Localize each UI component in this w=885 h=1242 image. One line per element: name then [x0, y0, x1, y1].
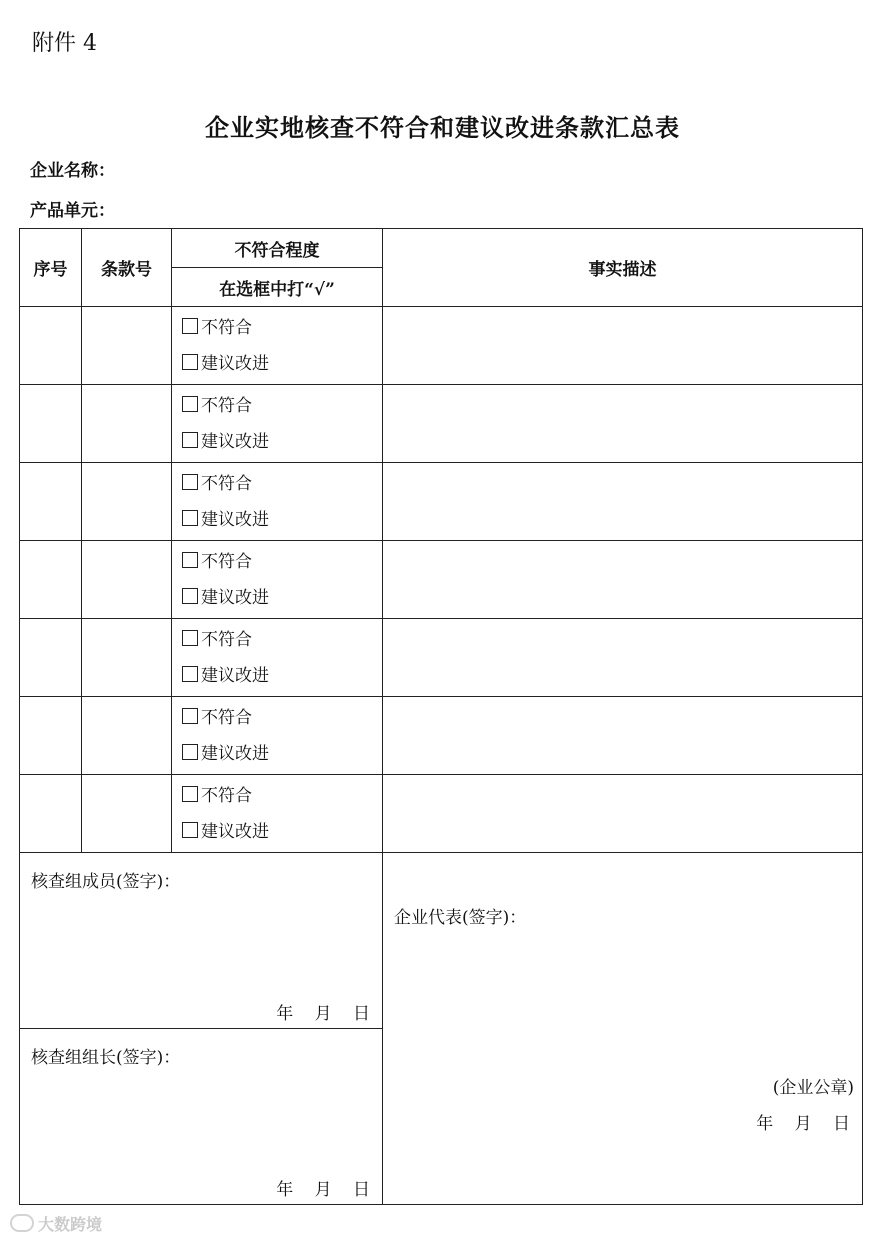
suggest-label: 建议改进: [201, 744, 269, 764]
suggest-option[interactable]: [182, 580, 382, 616]
clause-cell[interactable]: [82, 463, 172, 541]
company-name-label: 企业名称：: [30, 161, 115, 181]
checkbox-icon[interactable]: [182, 432, 198, 448]
nonconform-option[interactable]: [182, 388, 382, 424]
suggest-label: 建议改进: [201, 432, 269, 452]
checkbox-icon[interactable]: [182, 396, 198, 412]
header-degree: 不符合程度: [172, 229, 383, 268]
clause-cell[interactable]: [82, 619, 172, 697]
checkbox-icon[interactable]: [182, 708, 198, 724]
checkbox-icon[interactable]: [182, 510, 198, 526]
checkbox-icon[interactable]: [182, 744, 198, 760]
nonconform-label: 不符合: [201, 396, 252, 416]
leader-signature-label: 核查组组长(签字)：: [31, 1048, 181, 1068]
nonconform-label: 不符合: [201, 630, 252, 650]
members-signature-label: 核查组成员(签字)：: [31, 872, 181, 892]
header-clause: 条款号: [82, 229, 172, 307]
header-description: 事实描述: [383, 229, 863, 307]
suggest-label: 建议改进: [201, 354, 269, 374]
nonconform-option[interactable]: [182, 466, 382, 502]
seq-cell[interactable]: [20, 619, 82, 697]
seq-cell[interactable]: [20, 385, 82, 463]
watermark-text: 大数跨境: [38, 1215, 103, 1234]
nonconform-option[interactable]: [182, 310, 382, 346]
nonconform-label: 不符合: [201, 552, 252, 572]
clause-cell[interactable]: [82, 541, 172, 619]
clause-cell[interactable]: [82, 775, 172, 853]
suggest-label: 建议改进: [201, 588, 269, 608]
degree-cell: [172, 697, 383, 775]
suggest-label: 建议改进: [201, 822, 269, 842]
seq-cell[interactable]: [20, 463, 82, 541]
checkbox-icon[interactable]: [182, 474, 198, 490]
table-row: [20, 541, 863, 619]
description-cell[interactable]: [383, 619, 863, 697]
watermark-logo-icon: [10, 1214, 34, 1232]
leader-signature-cell[interactable]: [20, 1029, 383, 1205]
nonconform-label: 不符合: [201, 786, 252, 806]
description-cell[interactable]: [383, 307, 863, 385]
nonconform-option[interactable]: [182, 700, 382, 736]
checkbox-icon[interactable]: [182, 588, 198, 604]
clause-cell[interactable]: [82, 307, 172, 385]
degree-cell: [172, 541, 383, 619]
attachment-label: 附件 4: [32, 31, 97, 56]
table-row: [20, 385, 863, 463]
company-rep-signature-cell[interactable]: [383, 853, 863, 1205]
suggest-option[interactable]: [182, 736, 382, 772]
nonconform-label: 不符合: [201, 708, 252, 728]
description-cell[interactable]: [383, 463, 863, 541]
clause-cell[interactable]: [82, 385, 172, 463]
seq-cell[interactable]: [20, 697, 82, 775]
description-cell[interactable]: [383, 541, 863, 619]
header-degree-hint: 在选框中打“√”: [172, 268, 383, 307]
product-unit-label: 产品单元：: [30, 201, 115, 221]
table-row: [20, 463, 863, 541]
suggest-option[interactable]: [182, 424, 382, 460]
suggest-option[interactable]: [182, 502, 382, 538]
company-rep-label: 企业代表(签字)：: [394, 908, 527, 928]
checkbox-icon[interactable]: [182, 318, 198, 334]
members-signature-cell[interactable]: [20, 853, 383, 1029]
suggest-label: 建议改进: [201, 510, 269, 530]
degree-cell: [172, 775, 383, 853]
checkbox-icon[interactable]: [182, 552, 198, 568]
checkbox-icon[interactable]: [182, 822, 198, 838]
nonconform-option[interactable]: [182, 778, 382, 814]
checkbox-icon[interactable]: [182, 630, 198, 646]
nonconform-option[interactable]: [182, 622, 382, 658]
seq-cell[interactable]: [20, 775, 82, 853]
leader-date: 年 月 日: [276, 1180, 372, 1200]
table-row: [20, 307, 863, 385]
seq-cell[interactable]: [20, 307, 82, 385]
table-row: [20, 697, 863, 775]
checkbox-icon[interactable]: [182, 786, 198, 802]
suggest-option[interactable]: [182, 346, 382, 382]
degree-cell: [172, 307, 383, 385]
suggest-option[interactable]: [182, 658, 382, 694]
suggest-label: 建议改进: [201, 666, 269, 686]
company-rep-date: 年 月 日: [756, 1114, 852, 1134]
seq-cell[interactable]: [20, 541, 82, 619]
description-cell[interactable]: [383, 385, 863, 463]
table-row: [20, 619, 863, 697]
header-seq: 序号: [20, 229, 82, 307]
table-row: [20, 775, 863, 853]
description-cell[interactable]: [383, 697, 863, 775]
nonconform-label: 不符合: [201, 318, 252, 338]
checkbox-icon[interactable]: [182, 354, 198, 370]
clause-cell[interactable]: [82, 697, 172, 775]
degree-cell: [172, 619, 383, 697]
checkbox-icon[interactable]: [182, 666, 198, 682]
page-title: 企业实地核查不符合和建议改进条款汇总表: [205, 113, 680, 142]
summary-table: [19, 228, 863, 1205]
nonconform-label: 不符合: [201, 474, 252, 494]
suggest-option[interactable]: [182, 814, 382, 850]
watermark: [10, 1212, 102, 1235]
members-date: 年 月 日: [276, 1004, 372, 1024]
degree-cell: [172, 385, 383, 463]
company-seal-label: (企业公章): [772, 1078, 854, 1098]
degree-cell: [172, 463, 383, 541]
description-cell[interactable]: [383, 775, 863, 853]
nonconform-option[interactable]: [182, 544, 382, 580]
